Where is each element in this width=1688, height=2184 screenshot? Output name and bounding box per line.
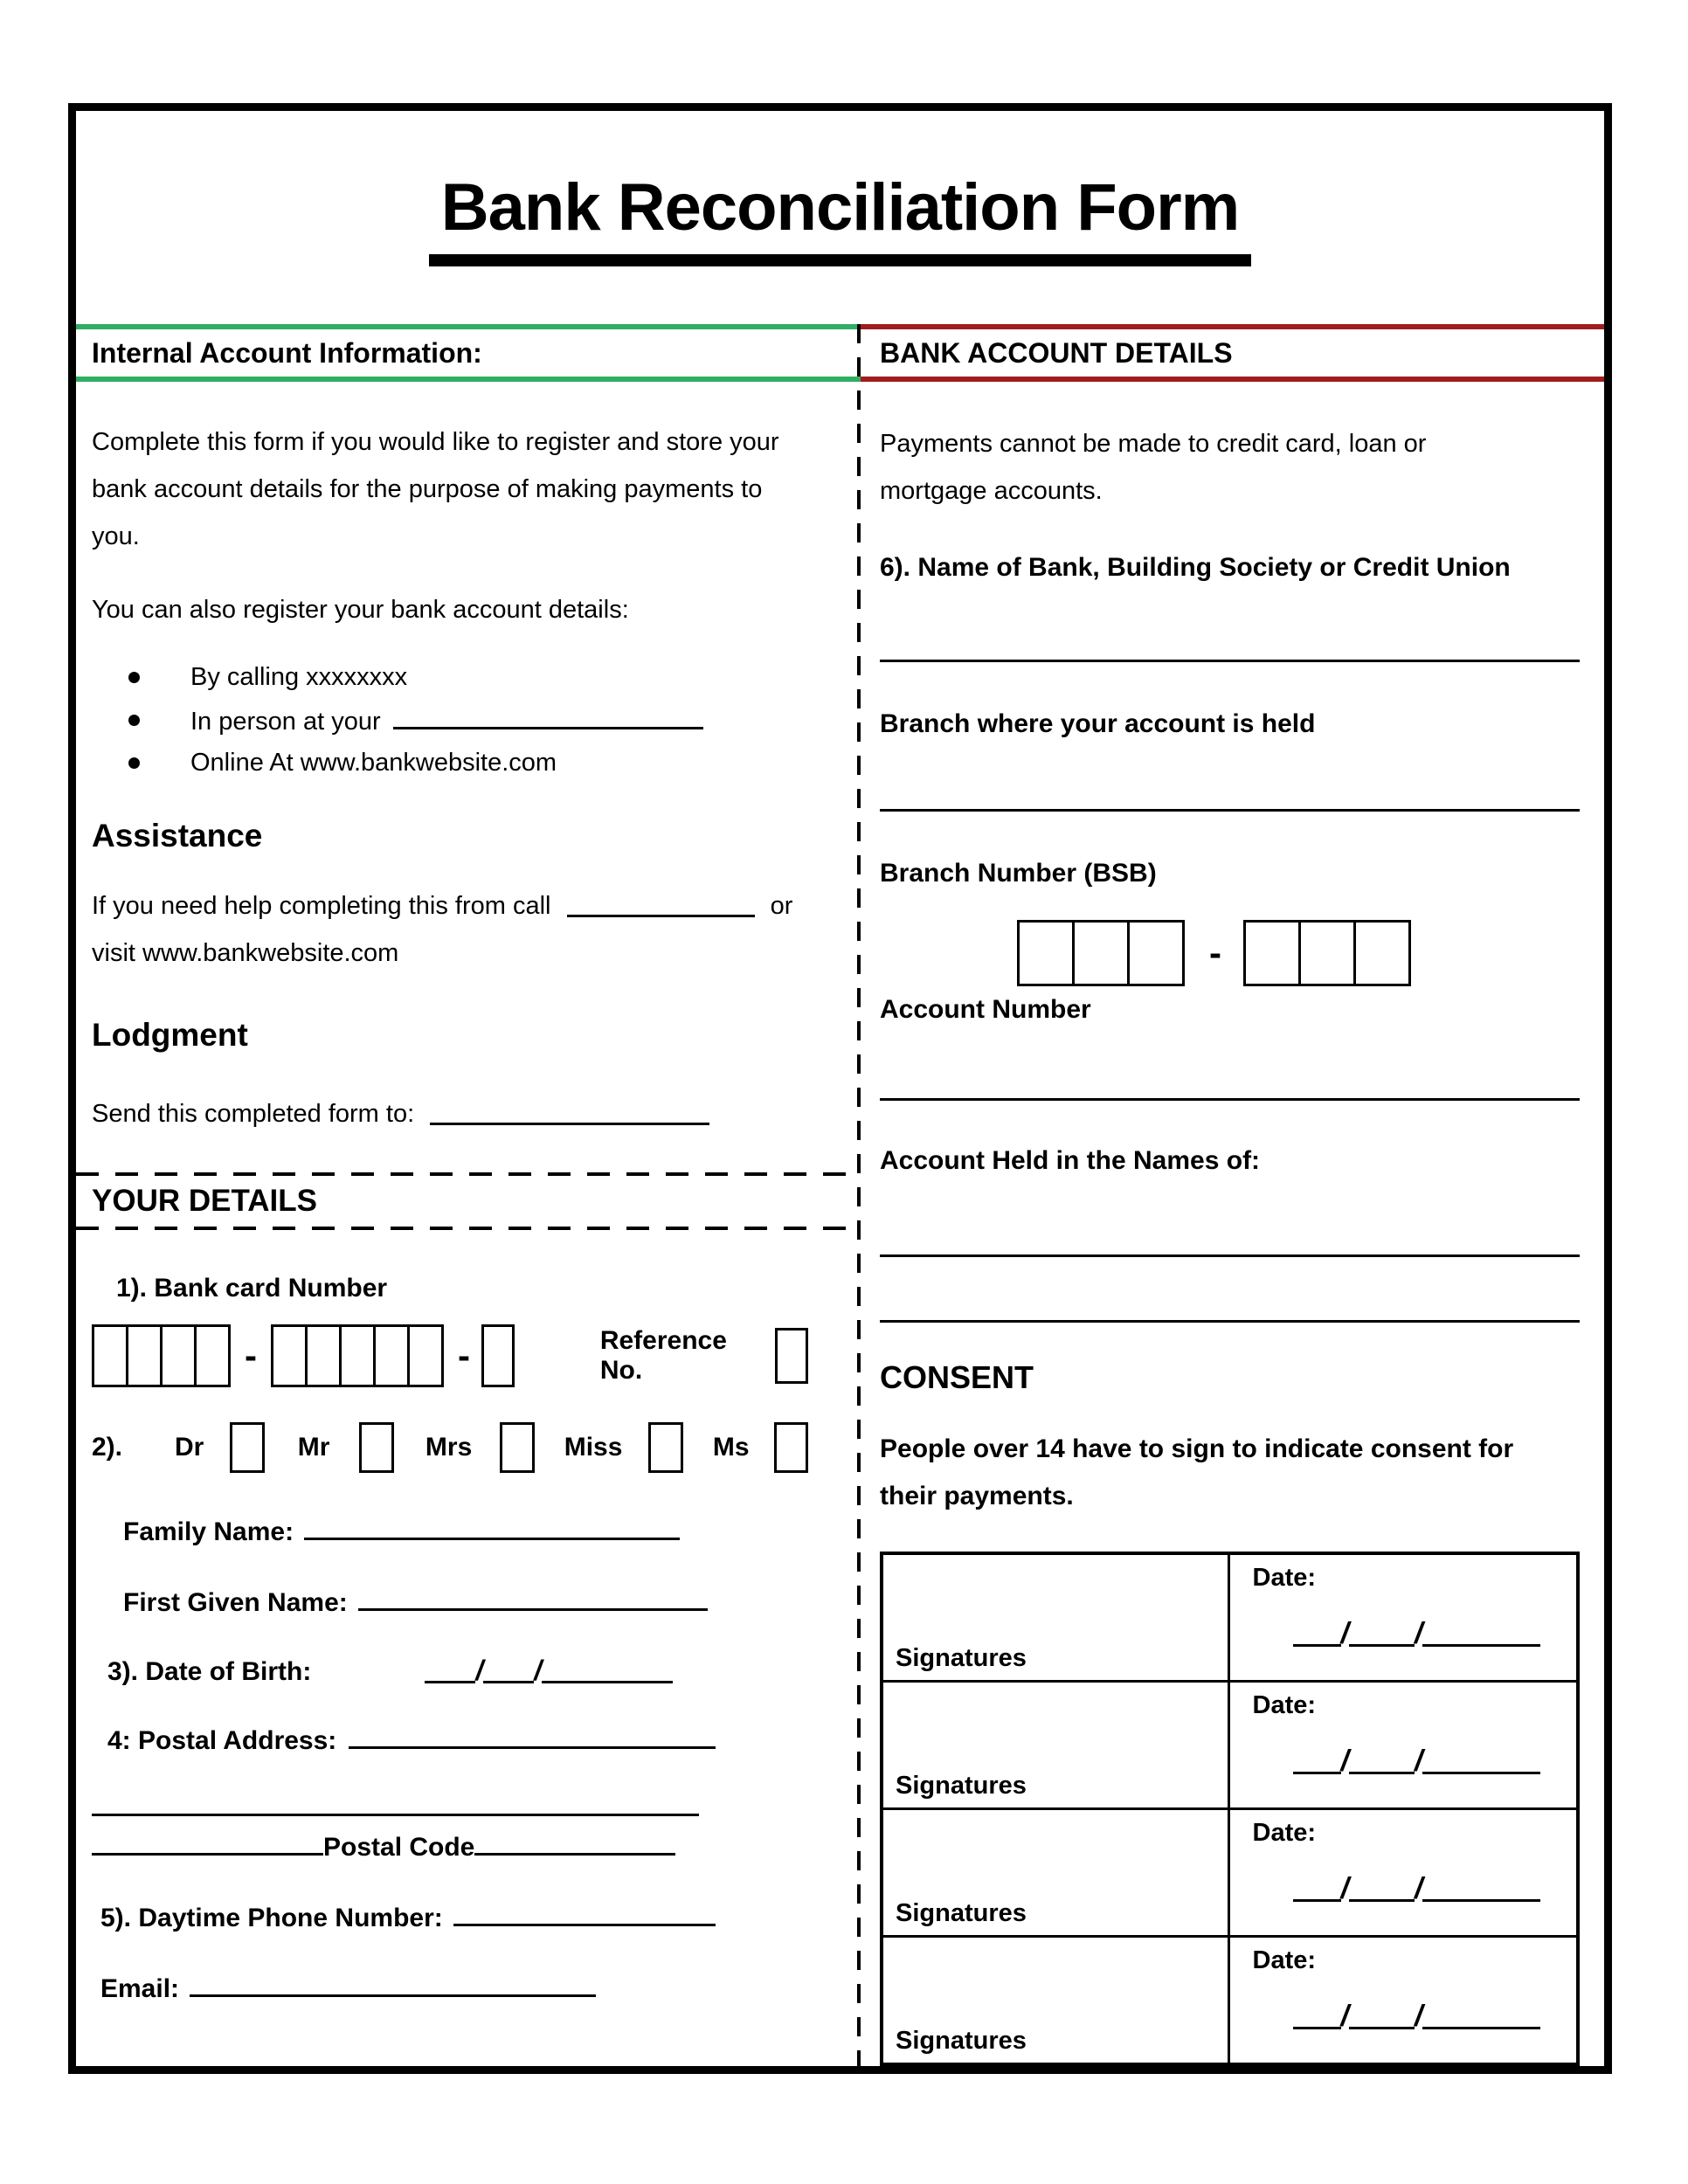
register-lead: You can also register your bank account details: — [92, 596, 629, 624]
form-border — [68, 103, 1612, 2074]
columns — [76, 324, 1604, 2066]
left-column — [76, 324, 861, 2066]
date-slash: / — [1340, 2000, 1349, 2033]
date-cell[interactable] — [1230, 1555, 1577, 1680]
checkbox-cell[interactable] — [481, 1324, 515, 1387]
blank-line[interactable] — [880, 660, 1580, 662]
date-cell[interactable] — [1230, 1683, 1577, 1807]
signature-cell[interactable] — [883, 1555, 1230, 1680]
bullet-icon — [128, 672, 140, 683]
checkbox-cell[interactable] — [271, 1324, 308, 1387]
blank-line[interactable] — [1349, 2004, 1415, 2029]
bank-name-label: 6). Name of Bank, Building Society or Credit Union — [880, 553, 1511, 582]
checkbox-cell[interactable] — [194, 1324, 231, 1387]
date-slash: / — [1414, 1872, 1423, 1905]
blank-line[interactable] — [1293, 2004, 1341, 2029]
blank-line[interactable] — [1422, 1749, 1540, 1774]
consent-text: People over 14 have to sign to indicate consent for their payments. — [880, 1434, 1514, 1510]
blank-line[interactable] — [567, 892, 755, 917]
table-row — [883, 1680, 1576, 1807]
blank-line[interactable] — [190, 1972, 596, 1997]
page-title: Bank Reconciliation Form — [429, 169, 1252, 266]
blank-line[interactable] — [1293, 1876, 1341, 1902]
signature-cell[interactable] — [883, 1683, 1230, 1807]
right-section-header: BANK ACCOUNT DETAILS — [880, 336, 1233, 369]
blank-line[interactable] — [1422, 1621, 1540, 1647]
family-name-label: Family Name: — [123, 1517, 294, 1546]
signatures-label: Signatures — [896, 1772, 1027, 1800]
blank-line[interactable] — [474, 1830, 675, 1856]
blank-line[interactable] — [1422, 2004, 1540, 2029]
bsb-box-group-2 — [1246, 920, 1411, 986]
account-names-label: Account Held in the Names of: — [880, 1146, 1261, 1175]
blank-line[interactable] — [393, 704, 703, 729]
daytime-phone-label: 5). Daytime Phone Number: — [100, 1904, 443, 1932]
list-item — [92, 663, 808, 692]
date-cell[interactable] — [1230, 1810, 1577, 1935]
checkbox-cell[interactable] — [1127, 920, 1185, 986]
blank-line[interactable] — [453, 1901, 716, 1926]
bsb-row — [1020, 920, 1580, 986]
account-number-label: Account Number — [880, 995, 1091, 1024]
blank-line[interactable] — [92, 1830, 323, 1856]
date-slash: / — [1340, 1617, 1349, 1650]
table-row — [883, 1555, 1576, 1680]
blank-line[interactable] — [430, 1100, 709, 1125]
blank-line[interactable] — [1293, 1621, 1341, 1647]
table-row — [883, 1935, 1576, 2063]
bullet-icon — [128, 757, 140, 769]
dashed-divider — [76, 1227, 861, 1230]
assistance-heading: Assistance — [92, 818, 263, 854]
family-name-row — [123, 1515, 808, 1547]
email-row — [100, 1972, 808, 2004]
dash-separator: - — [1209, 932, 1221, 973]
lodgment-label: Send this completed form to: — [92, 1100, 415, 1128]
checkbox-cell[interactable] — [339, 1324, 376, 1387]
date-label: Date: — [1252, 1946, 1317, 1974]
lodgment-row — [92, 1090, 808, 1137]
signature-cell[interactable] — [883, 1810, 1230, 1935]
date-slash: / — [1414, 1745, 1423, 1778]
title-checkbox-ms[interactable] — [774, 1422, 808, 1473]
date-slash: / — [1414, 1617, 1423, 1650]
assistance-line1: If you need help completing this from call — [92, 892, 551, 920]
blank-line[interactable] — [880, 1254, 1580, 1257]
title-label: Mr — [297, 1433, 330, 1462]
title-select-row — [92, 1422, 808, 1473]
checkbox-cell[interactable] — [305, 1324, 342, 1387]
register-options-list — [92, 663, 808, 778]
title-area — [76, 111, 1604, 324]
postal-address-row — [107, 1724, 808, 1756]
checkbox-cell[interactable] — [373, 1324, 410, 1387]
blank-line[interactable] — [92, 1814, 699, 1816]
date-label: Date: — [1252, 1691, 1317, 1719]
blank-line[interactable] — [542, 1658, 673, 1683]
signatures-label: Signatures — [896, 1644, 1027, 1672]
left-section-band — [76, 324, 861, 382]
daytime-phone-row — [100, 1901, 808, 1933]
checkbox-cell[interactable] — [1243, 920, 1301, 986]
blank-line[interactable] — [1349, 1876, 1415, 1902]
right-column — [861, 324, 1604, 2066]
lodgment-heading: Lodgment — [92, 1017, 248, 1053]
blank-line[interactable] — [1349, 1621, 1415, 1647]
blank-line[interactable] — [425, 1658, 475, 1683]
dob-label: 3). Date of Birth: — [107, 1657, 312, 1686]
blank-line[interactable] — [1293, 1749, 1341, 1774]
title-checkbox-mrs[interactable] — [500, 1422, 534, 1473]
consent-heading: CONSENT — [880, 1359, 1034, 1395]
payments-note: Payments cannot be made to credit card, loan or mortgage accounts. — [880, 430, 1427, 505]
list-item — [92, 749, 808, 778]
date-label: Date: — [1252, 1564, 1317, 1592]
title-label: Miss — [564, 1433, 623, 1462]
bank-card-label: 1). Bank card Number — [116, 1274, 388, 1303]
your-details-section — [76, 1172, 861, 1230]
date-slash: / — [1340, 1872, 1349, 1905]
postal-address-label: 4: Postal Address: — [107, 1726, 337, 1755]
signatures-label: Signatures — [896, 2027, 1027, 2055]
title-label: Mrs — [425, 1433, 473, 1462]
reference-checkbox[interactable] — [775, 1328, 808, 1384]
blank-line[interactable] — [880, 1098, 1580, 1101]
bank-card-box-group-2 — [271, 1324, 444, 1387]
branch-label: Branch where your account is held — [880, 709, 1316, 738]
date-cell[interactable] — [1230, 1938, 1577, 2063]
postal-code-label: Postal Code — [323, 1833, 475, 1862]
title-label: Ms — [712, 1433, 750, 1462]
checkbox-cell[interactable] — [160, 1324, 197, 1387]
date-slash: / — [534, 1655, 543, 1686]
postal-code-row — [92, 1830, 808, 1863]
assistance-or: or — [770, 892, 793, 920]
list-item — [92, 704, 808, 736]
signatures-table — [880, 1552, 1580, 2066]
blank-line[interactable] — [1349, 1749, 1415, 1774]
checkbox-cell[interactable] — [1298, 920, 1356, 986]
dash-separator: - — [458, 1335, 470, 1376]
bank-card-box-group-1 — [92, 1324, 231, 1387]
your-details-heading: YOUR DETAILS — [92, 1184, 317, 1218]
date-slash: / — [1340, 1745, 1349, 1778]
assistance-text — [92, 882, 808, 977]
blank-line[interactable] — [1422, 1876, 1540, 1902]
blank-line[interactable] — [880, 1320, 1580, 1323]
bullet-icon — [128, 715, 140, 726]
left-section-header: Internal Account Information: — [92, 336, 482, 369]
bsb-label: Branch Number (BSB) — [880, 859, 1157, 888]
right-section-band — [861, 324, 1604, 382]
bullet-text: By calling xxxxxxxx — [190, 663, 408, 691]
table-row — [883, 1807, 1576, 1935]
title-checkbox-dr[interactable] — [230, 1422, 264, 1473]
checkbox-cell[interactable] — [1072, 920, 1130, 986]
checkbox-cell[interactable] — [126, 1324, 163, 1387]
column-divider-dashed — [857, 324, 861, 2066]
bullet-text: In person at your — [190, 708, 381, 736]
bank-card-number-row — [92, 1324, 808, 1387]
title-label: Dr — [175, 1433, 204, 1462]
date-label: Date: — [1252, 1819, 1317, 1847]
checkbox-cell[interactable] — [92, 1324, 128, 1387]
blank-line[interactable] — [304, 1515, 680, 1540]
title-checkbox-mr[interactable] — [359, 1422, 393, 1473]
blank-line[interactable] — [880, 809, 1580, 812]
email-label: Email: — [100, 1974, 180, 2003]
signature-cell[interactable] — [883, 1938, 1230, 2063]
blank-line[interactable] — [358, 1586, 708, 1611]
assistance-line2: visit www.bankwebsite.com — [92, 939, 399, 967]
dob-row — [107, 1655, 808, 1687]
intro-text: Complete this form if you would like to register and store your bank account details for the purpose of making payments to you. — [92, 428, 779, 550]
blank-line[interactable] — [483, 1658, 534, 1683]
signatures-label: Signatures — [896, 1899, 1027, 1927]
first-given-name-row — [123, 1586, 808, 1618]
date-slash: / — [475, 1655, 484, 1686]
reference-label: Reference No. — [599, 1326, 727, 1385]
checkbox-cell[interactable] — [1017, 920, 1075, 986]
bsb-box-group-1 — [1020, 920, 1185, 986]
date-slash: / — [1414, 2000, 1423, 2033]
checkbox-cell[interactable] — [1353, 920, 1411, 986]
checkbox-cell[interactable] — [407, 1324, 444, 1387]
bullet-text: Online At www.bankwebsite.com — [190, 749, 557, 777]
titles-prefix: 2). — [92, 1433, 123, 1462]
blank-line[interactable] — [349, 1724, 716, 1749]
dash-separator: - — [245, 1335, 257, 1376]
title-checkbox-miss[interactable] — [648, 1422, 682, 1473]
first-given-label: First Given Name: — [123, 1588, 348, 1617]
